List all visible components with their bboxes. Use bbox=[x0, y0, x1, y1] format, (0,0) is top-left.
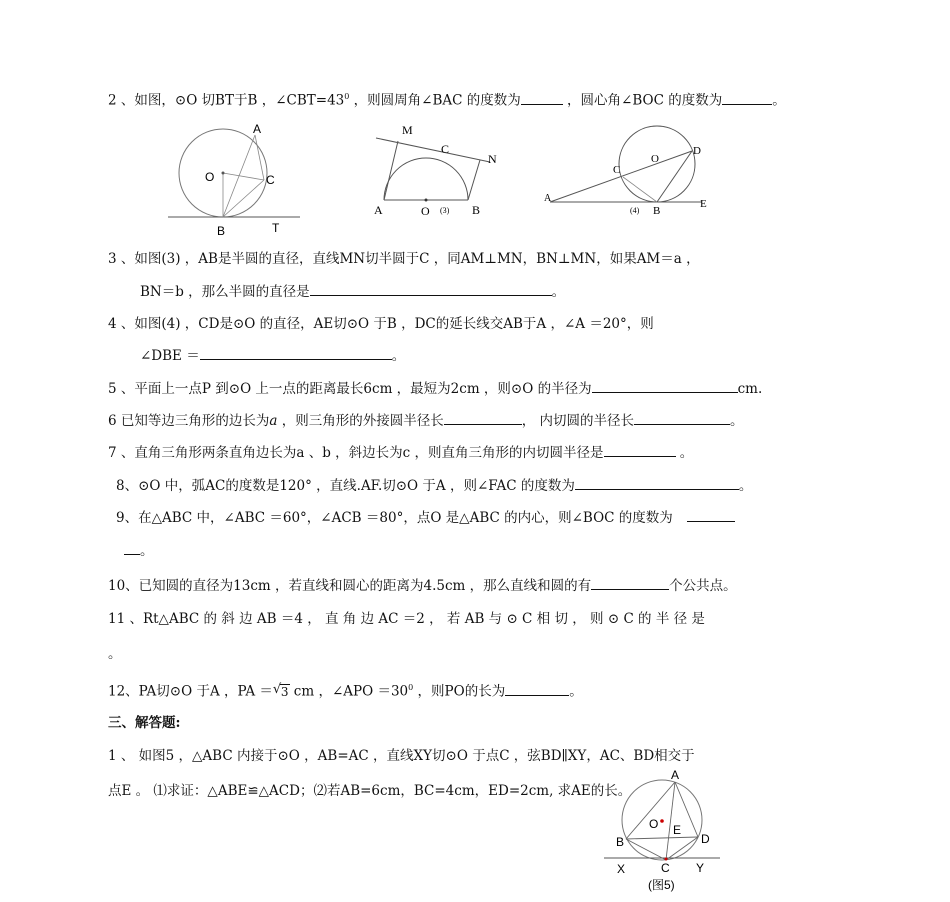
fig3-label-b: B bbox=[472, 203, 481, 217]
q7-text-a: 7 、直角三角形两条直角边长为a 、b ，斜边长为c ，则直角三角形的内切圆半径是 bbox=[108, 445, 604, 461]
question-5 bbox=[108, 379, 762, 398]
q12-text-c: ，则PO的长为 bbox=[413, 683, 506, 700]
q6-answer-blank-1[interactable] bbox=[444, 411, 522, 425]
fig5-label-x: X bbox=[617, 862, 626, 876]
section-3-title: 三、解答题: bbox=[108, 715, 181, 731]
q7-text-b: 。 bbox=[675, 445, 694, 461]
fig1-label-t: T bbox=[272, 221, 280, 235]
q8-text-b: 。 bbox=[738, 478, 753, 494]
q6-text-d: 。 bbox=[730, 413, 744, 429]
q2-answer-blank-1[interactable] bbox=[521, 91, 563, 105]
q3-answer-blank[interactable] bbox=[310, 282, 552, 296]
question-11: 11 、Rt△ABC 的 斜 边 AB ＝4 ， 直 角 边 AC ＝2 ， 若 AB 与 ⊙ C 相 切 ， 则 ⊙ C 的 半 径 是 bbox=[108, 611, 705, 627]
fig5-label-a: A bbox=[671, 768, 680, 782]
fig4-label-b: B bbox=[653, 205, 661, 216]
fig3-label-n: N bbox=[488, 152, 497, 166]
fig1-label-c: C bbox=[266, 173, 275, 187]
question-9-line-1 bbox=[116, 508, 735, 527]
q9-answer-blank-2[interactable] bbox=[124, 541, 140, 555]
fig5-center-dot bbox=[660, 819, 664, 823]
question-10 bbox=[108, 576, 737, 595]
q5-answer-blank[interactable] bbox=[592, 379, 738, 393]
q2-text-b: ，则圆周角∠BAC 的度数为 bbox=[349, 92, 521, 109]
fig3-label-a: A bbox=[374, 203, 383, 217]
fig5-label-d: D bbox=[701, 832, 710, 846]
q10-text-a: 10、已知圆的直径为13cm ，若直线和圆心的距离为4.5cm ，那么直线和圆的有 bbox=[108, 578, 592, 594]
fig3-label-c: C bbox=[441, 142, 450, 156]
q9-text-a: 9、在△ABC 中，∠ABC ＝60°，∠ACB ＝80°，点O 是△ABC 的内心，则∠BOC 的度数为 bbox=[116, 510, 673, 526]
q10-answer-blank[interactable] bbox=[591, 576, 669, 590]
figure-5 bbox=[600, 765, 728, 895]
fig1-label-b: B bbox=[217, 224, 226, 238]
q2-answer-blank-2[interactable] bbox=[722, 91, 772, 105]
q8-answer-blank[interactable] bbox=[575, 476, 739, 490]
q12-text-b: cm ，∠APO ＝30 bbox=[289, 683, 409, 700]
question-8 bbox=[116, 476, 752, 495]
question-7 bbox=[108, 443, 693, 462]
q3-text-b: 。 bbox=[551, 284, 566, 300]
fig5-label-y: Y bbox=[696, 861, 705, 875]
q10-text-b: 个公共点。 bbox=[669, 578, 737, 594]
q12-text-a: 12、PA切⊙O 于A ，PA ＝ bbox=[108, 683, 273, 700]
fig4-label-c: C bbox=[613, 164, 621, 176]
fig3-caption: (3) bbox=[440, 206, 450, 215]
figure-1 bbox=[160, 118, 310, 240]
q9-text-b: 。 bbox=[140, 543, 154, 559]
question-12 bbox=[108, 679, 583, 701]
q5-text-b: cm. bbox=[737, 381, 763, 397]
question-11-end: 。 bbox=[108, 646, 122, 662]
fig4-caption: (4) bbox=[630, 206, 640, 215]
question-9-line-2 bbox=[124, 541, 154, 560]
question-6 bbox=[108, 411, 744, 430]
problem-1-line-1: 1 、 如图5 ，△ABC 内接于⊙O ，AB=AC ，直线XY切⊙O 于点C ，弦BD∥XY，AC、BD相交于 bbox=[108, 748, 695, 764]
fig5-label-e: E bbox=[673, 823, 682, 837]
fig4-label-o: O bbox=[651, 153, 659, 165]
fig5-label-b: B bbox=[616, 835, 625, 849]
fig4-label-d: D bbox=[693, 145, 701, 157]
question-3-line-1: 3 、如图(3) ，AB是半圆的直径，直线MN切半圆于C ，同AM⊥MN，BN⊥MN，如果AM＝a ， bbox=[108, 251, 700, 267]
fig5-label-o: O bbox=[649, 817, 659, 831]
q12-sqrt-value: 3 bbox=[280, 684, 289, 699]
q12-answer-blank[interactable] bbox=[505, 682, 569, 696]
q6-text-b: ，则三角形的外接圆半径长 bbox=[277, 413, 444, 429]
fig3-label-m: M bbox=[402, 123, 413, 137]
q2-text-d: 。 bbox=[772, 92, 786, 109]
q12-degree: 0 bbox=[408, 683, 414, 692]
q6-answer-blank-2[interactable] bbox=[634, 411, 730, 425]
q4-text-b: 。 bbox=[391, 348, 406, 364]
q2-degree: 0 bbox=[344, 92, 350, 101]
fig5-caption: (图5) bbox=[648, 878, 675, 892]
fig4-label-a: A bbox=[544, 193, 552, 204]
fig1-label-o: O bbox=[205, 170, 215, 184]
q5-text-a: 5 、平面上一点P 到⊙O 上一点的距离最长6cm ，最短为2cm ，则⊙O 的半径为 bbox=[108, 381, 592, 397]
q7-answer-blank[interactable] bbox=[604, 443, 676, 457]
question-4-line-2 bbox=[140, 346, 405, 365]
q6-text-c: ， 内切圆的半径长 bbox=[521, 413, 635, 429]
q2-text-c: ，圆心角∠BOC 的度数为 bbox=[562, 92, 723, 109]
q4-text-a: ∠DBE ＝ bbox=[140, 348, 200, 364]
question-4-line-1: 4 、如图(4) ，CD是⊙O 的直径，AE切⊙O 于B ，DC的延长线交AB于A ，∠A ＝20°，则 bbox=[108, 316, 654, 332]
q4-answer-blank[interactable] bbox=[200, 346, 392, 360]
q3-text-a: BN＝b ，那么半圆的直径是 bbox=[140, 284, 310, 300]
q9-answer-blank-1[interactable] bbox=[687, 508, 735, 522]
q6-variable: a bbox=[269, 413, 278, 429]
question-2 bbox=[108, 88, 786, 110]
problem-1-line-2: 点E 。 ⑴求证：△ABE≌△ACD；⑵若AB=6cm，BC=4cm，ED=2cm, 求AE的长。 bbox=[108, 783, 632, 799]
q6-text-a: 6 已知等边三角形的边长为 bbox=[108, 413, 270, 429]
q8-text-a: 8、⊙O 中，弧AC的度数是120° ，直线.AF.切⊙O 于A ，则∠FAC 的度数为 bbox=[116, 478, 575, 494]
fig3-label-o: O bbox=[421, 204, 430, 218]
q12-sqrt: √ 3 bbox=[272, 681, 289, 699]
fig4-label-e: E bbox=[700, 198, 707, 210]
figure-3 bbox=[368, 118, 508, 220]
q2-text-a: 2 、如图，⊙O 切BT于B ，∠CBT=43 bbox=[108, 92, 345, 109]
question-3-line-2 bbox=[140, 282, 565, 301]
q12-text-d: 。 bbox=[569, 683, 583, 700]
fig1-label-a: A bbox=[253, 122, 262, 136]
fig5-label-c: C bbox=[661, 861, 670, 875]
figure-4 bbox=[540, 124, 715, 216]
